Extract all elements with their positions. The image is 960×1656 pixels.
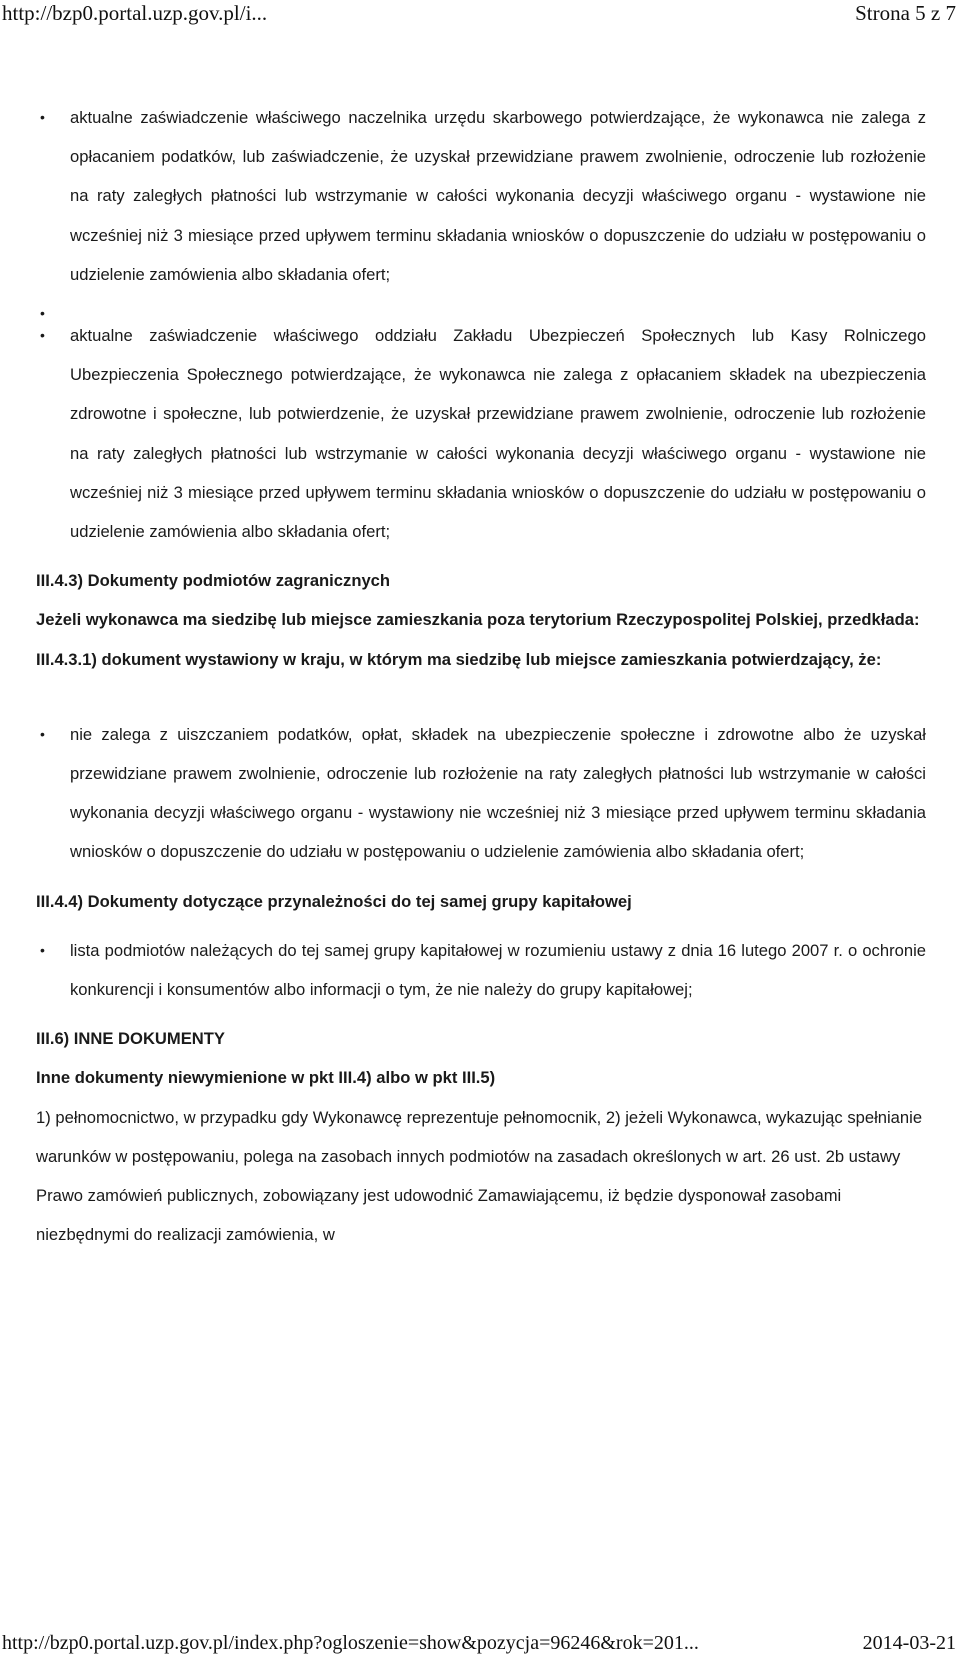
section-heading-iii-6: III.6) INNE DOKUMENTY xyxy=(36,1029,225,1049)
foreign-documents-list xyxy=(36,715,926,872)
list-item: • aktualne zaświadczenie właściwego naczelnika urzędu skarbowego potwierdzające, że wykonawca nie zalega z opłacaniem podatków, lub zaświadczenie, że uzyskał przewidziane prawem zwolnienie, odroczenie lub rozłożenie na raty zaległych płatności lub wstrzymanie w całości wykonania decyzji właściwego organu - wystawione nie wcześniej niż 3 miesiące przed upływem terminu składania wniosków o dopuszczenie do udziału w postępowaniu o udzielenie zamówienia albo składania ofert; xyxy=(36,98,926,294)
list-item: • nie zalega z uiszczaniem podatków, opłat, składek na ubezpieczenie społeczne i zdrowotne albo że uzyskał przewidziane prawem zwolnienie, odroczenie lub rozłożenie na raty zaległych płatności lub wstrzymanie w całości wykonania decyzji właściwego organu - wystawiony nie wcześniej niż 3 miesiące przed upływem terminu składania wniosków o dopuszczenie do udziału w postępowaniu o udzielenie zamówienia albo składania ofert; xyxy=(36,715,926,872)
section-heading-iii-4-4: III.4.4) Dokumenty dotyczące przynależności do tej samej grupy kapitałowej xyxy=(36,891,632,911)
other-documents-paragraph: 1) pełnomocnictwo, w przypadku gdy Wykonawcę reprezentuje pełnomocnik, 2) jeżeli Wykonawca, wykazując spełnianie warunków w postępowaniu, polega na zasobach innych podmiotów na zasadach określonych w art. 26 ust. 2b ustawy Prawo zamówień publicznych, zobowiązany jest udowodnić Zamawiającemu, iż będzie dysponował zasobami niezbędnymi do realizacji zamówienia, w xyxy=(36,1107,923,1245)
section-heading-iii-4-3: III.4.3) Dokumenty podmiotów zagranicznych xyxy=(36,571,391,591)
other-documents-heading: Inne dokumenty niewymienione w pkt III.4) albo w pkt III.5) xyxy=(36,1068,496,1088)
list-item: • lista podmiotów należących do tej samej grupy kapitałowej w rozumieniu ustawy z dnia 16 lutego 2007 r. o ochronie konkurencji i konsumentów albo informacji o tym, że nie należy do grupy kapitałowej; xyxy=(36,931,926,1009)
print-header xyxy=(0,0,960,28)
header-page-number: Strona 5 z 7 xyxy=(855,1,956,25)
footer-url: http://bzp0.portal.uzp.gov.pl/index.php?ogloszenie=show&pozycja=96246&rok=201... xyxy=(2,1632,699,1654)
list-item: • aktualne zaświadczenie właściwego oddziału Zakładu Ubezpieczeń Społecznych lub Kasy Rolniczego Ubezpieczenia Społecznego potwierdzające, że wykonawca nie zalega z opłacaniem składek na ubezpieczenia zdrowotne i społeczne, lub potwierdzenie, że uzyskał przewidziane prawem zwolnienie, odroczenie lub rozłożenie na raty zaległych płatności lub wstrzymanie w całości wykonania decyzji właściwego organu - wystawione nie wcześniej niż 3 miesiące przed upływem terminu składania wniosków o dopuszczenie do udziału w postępowaniu o udzielenie zamówienia albo składania ofert; xyxy=(36,316,926,551)
section-heading-iii-4-3-1: III.4.3.1) dokument wystawiony w kraju, w którym ma siedzibę lub miejsce zamieszkania potwierdzający, że: xyxy=(36,649,882,669)
footer-date: 2014-03-21 xyxy=(862,1632,956,1654)
foreign-intro-heading: Jeżeli wykonawca ma siedzibę lub miejsce zamieszkania poza terytorium Rzeczypospolitej Polskiej, przedkłada: xyxy=(36,610,920,630)
print-footer xyxy=(0,1630,960,1656)
tax-insurance-certificates-list xyxy=(36,98,926,551)
header-url: http://bzp0.portal.uzp.gov.pl/i... xyxy=(2,1,268,25)
document-body xyxy=(36,98,926,1254)
capital-group-list xyxy=(36,931,926,1009)
